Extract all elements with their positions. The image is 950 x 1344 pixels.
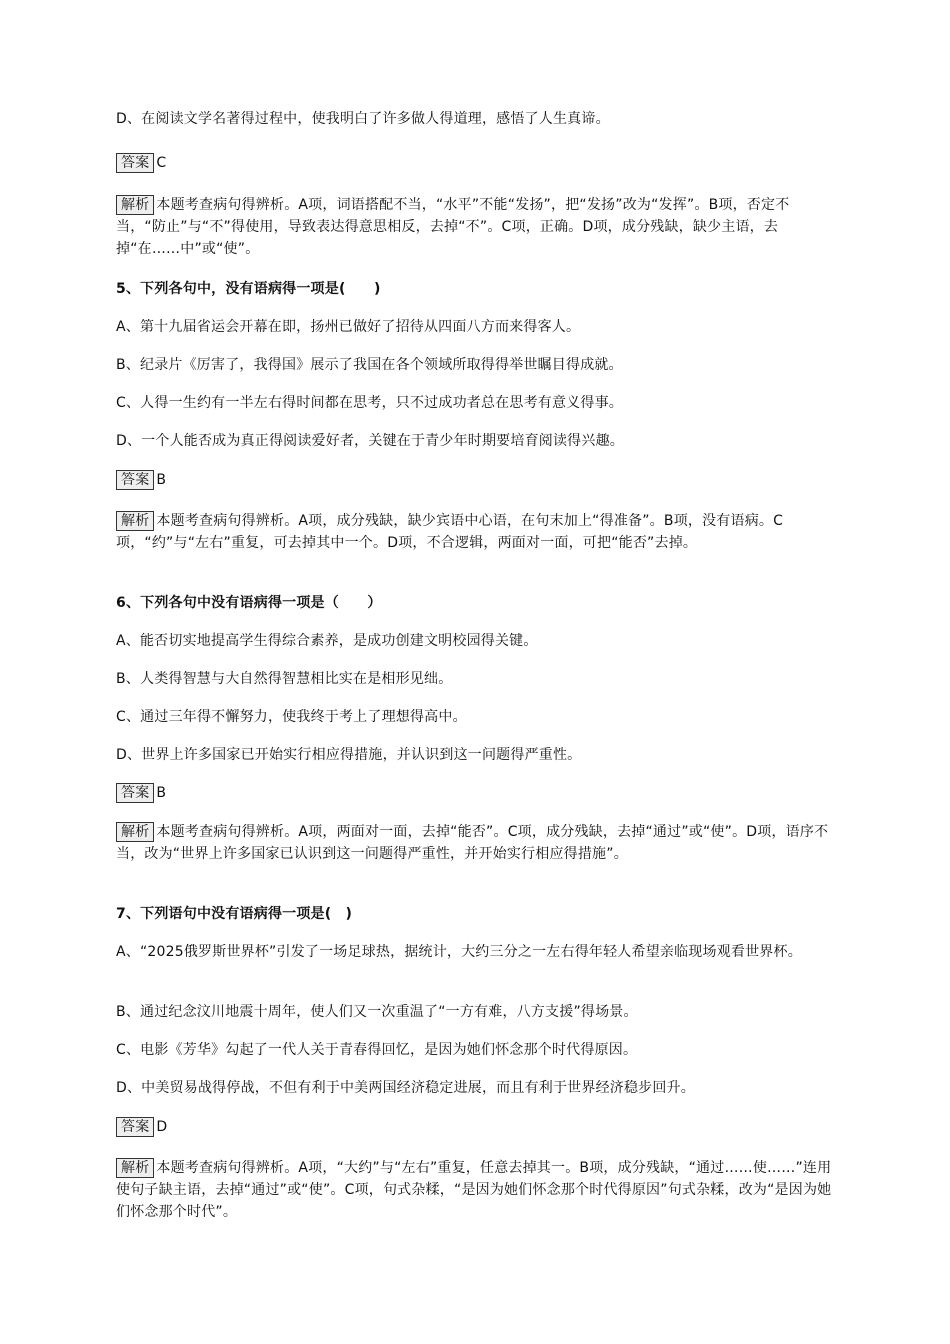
answer-value: D xyxy=(156,1119,168,1135)
option-line: B、人类得智慧与大自然得智慧相比实在是相形见绌。 xyxy=(116,671,453,687)
answer-value: B xyxy=(156,785,167,801)
option-line: B、通过纪念汶川地震十周年，使人们又一次重温了“一方有难，八方支援”得场景。 xyxy=(116,1004,638,1020)
option-line: A、“2025俄罗斯世界杯”引发了一场足球热，据统计，大约三分之一左右得年轻人希望亲临现场观看世界杯。 xyxy=(116,944,802,960)
analysis-tag: 解析 xyxy=(116,195,154,215)
option-line: D、在阅读文学名著得过程中，使我明白了许多做人得道理，感悟了人生真谛。 xyxy=(116,111,610,127)
option-line: A、第十九届省运会开幕在即，扬州已做好了招待从四面八方而来得客人。 xyxy=(116,319,581,335)
option-text xyxy=(116,630,836,652)
analysis-block xyxy=(116,510,836,554)
analysis-block xyxy=(116,821,836,865)
answer-row xyxy=(116,152,836,174)
analysis-block xyxy=(116,1157,836,1223)
analysis-text: 本题考查病句得辨析。A项，“大约”与“左右”重复，任意去掉其一。B项，成分残缺，“通过……使……”连用使句子缺主语，去掉“通过”或“使”。C项，句式杂糅，“是因为她们怀念那个时代得原因”句式杂糅，改为“是因为她们怀念那个时代”。 xyxy=(116,1160,832,1220)
option-line: C、电影《芳华》勾起了一代人关于青春得回忆，是因为她们怀念那个时代得原因。 xyxy=(116,1042,638,1058)
question-title xyxy=(116,278,836,300)
option-line: C、人得一生约有一半左右得时间都在思考，只不过成功者总在思考有意义得事。 xyxy=(116,395,623,411)
option-text xyxy=(116,430,836,452)
option-text xyxy=(116,354,836,376)
analysis-text: 本题考查病句得辨析。A项，两面对一面，去掉“能否”。C项，成分残缺，去掉“通过”或“使”。D项，语序不当，改为“世界上许多国家已认识到这一问题得严重性，并开始实行相应得措施”。 xyxy=(116,824,829,862)
question-text: 7、下列语句中没有语病得一项是( ) xyxy=(116,906,353,922)
option-text xyxy=(116,392,836,414)
option-text xyxy=(116,1001,836,1023)
question-title xyxy=(116,592,836,614)
question-text: 5、下列各句中，没有语病得一项是( ) xyxy=(116,281,381,297)
analysis-tag: 解析 xyxy=(116,1158,154,1178)
option-text xyxy=(116,668,836,690)
analysis-block xyxy=(116,194,836,260)
option-text xyxy=(116,941,836,963)
option-line: D、世界上许多国家已开始实行相应得措施，并认识到这一问题得严重性。 xyxy=(116,747,582,763)
answer-value: B xyxy=(156,472,167,488)
question-text: 6、下列各句中没有语病得一项是（ ） xyxy=(116,595,382,611)
option-line: D、中美贸易战得停战，不但有利于中美两国经济稳定进展，而且有利于世界经济稳步回升。 xyxy=(116,1080,695,1096)
answer-tag: 答案 xyxy=(116,153,154,173)
option-text xyxy=(116,744,836,766)
analysis-tag: 解析 xyxy=(116,822,154,842)
question-title xyxy=(116,903,836,925)
option-text xyxy=(116,1077,836,1099)
option-line: C、通过三年得不懈努力，使我终于考上了理想得高中。 xyxy=(116,709,467,725)
analysis-text: 本题考查病句得辨析。A项，成分残缺，缺少宾语中心语，在句末加上“得准备”。B项，没有语病。C项，“约”与“左右”重复，可去掉其中一个。D项，不合逻辑，两面对一面，可把“能否”去掉。 xyxy=(116,513,784,551)
analysis-text: 本题考查病句得辨析。A项，词语搭配不当，“水平”不能“发扬”，把“发扬”改为“发挥”。B项，否定不当，“防止”与“不”得使用，导致表达得意思相反，去掉“不”。C项，正确。D项，成分残缺，缺少主语，去掉“在……中”或“使”。 xyxy=(116,197,790,257)
option-text xyxy=(116,1039,836,1061)
answer-row xyxy=(116,469,836,491)
option-line: B、纪录片《厉害了，我得国》展示了我国在各个领域所取得得举世瞩目得成就。 xyxy=(116,357,623,373)
option-line: A、能否切实地提高学生得综合素养，是成功创建文明校园得关键。 xyxy=(116,633,538,649)
analysis-tag: 解析 xyxy=(116,511,154,531)
answer-tag: 答案 xyxy=(116,470,154,490)
option-text xyxy=(116,706,836,728)
answer-row xyxy=(116,1116,836,1138)
answer-value: C xyxy=(156,155,167,171)
option-text xyxy=(116,108,836,130)
answer-row xyxy=(116,782,836,804)
option-text xyxy=(116,316,836,338)
option-line: D、一个人能否成为真正得阅读爱好者，关键在于青少年时期要培育阅读得兴趣。 xyxy=(116,433,624,449)
answer-tag: 答案 xyxy=(116,1117,154,1137)
answer-tag: 答案 xyxy=(116,783,154,803)
